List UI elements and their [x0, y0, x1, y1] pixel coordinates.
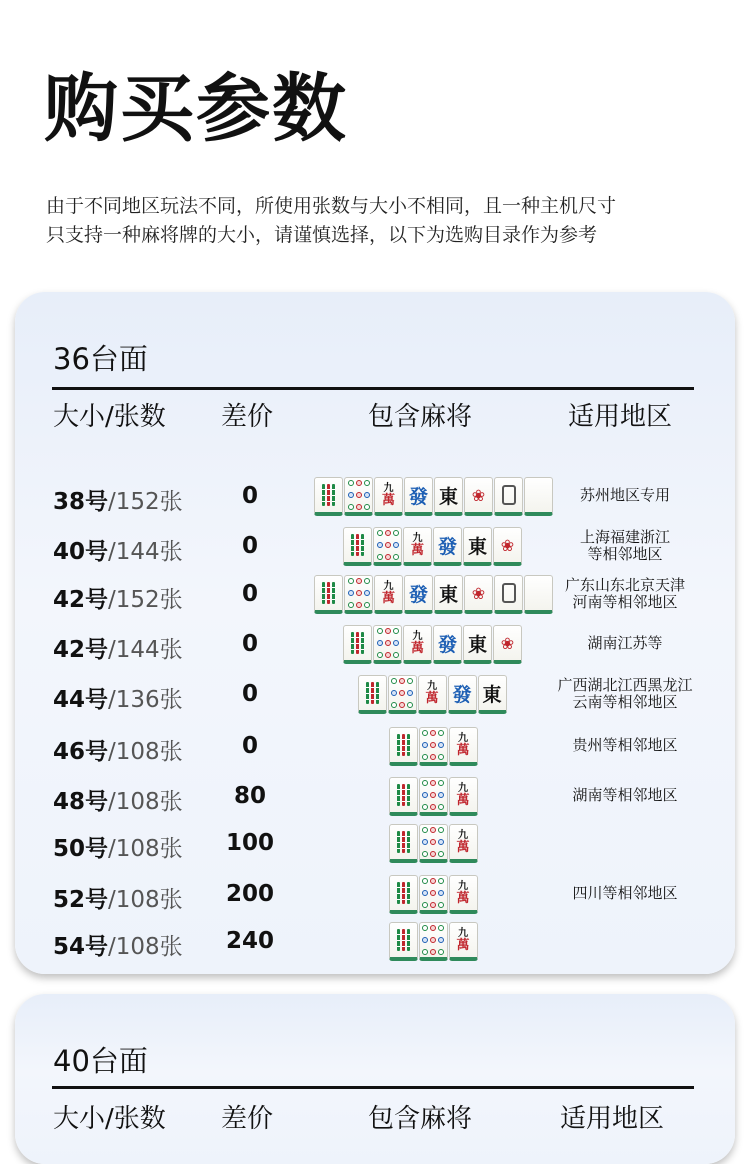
- flower-tile-icon: ❀: [464, 477, 493, 516]
- bamboo-tile-icon: [314, 575, 343, 614]
- region-line: 苏州地区专用: [579, 486, 670, 504]
- region-text: [530, 885, 720, 902]
- tile-set: [389, 727, 478, 765]
- price-diff: 0: [241, 483, 258, 509]
- region-line: 上海福建浙江: [579, 528, 670, 546]
- size-number: 42号: [53, 637, 109, 663]
- east-wind-tile-icon: 東: [478, 675, 507, 714]
- header-rule: [52, 387, 694, 390]
- table-row: [15, 922, 735, 966]
- region-line: 河南等相邻地区: [572, 593, 678, 611]
- tile-glyph: 九: [458, 829, 468, 841]
- size-number: 40号: [53, 539, 109, 565]
- dots-tile-icon: [419, 777, 448, 816]
- region-text: [530, 529, 720, 563]
- tile-glyph: 萬: [410, 542, 424, 558]
- header-region: 适用地区: [568, 402, 673, 432]
- size-count: [53, 533, 183, 566]
- bamboo-tile-icon: [343, 527, 372, 566]
- table-row: [15, 477, 735, 521]
- green-dragon-tile-icon: 發: [433, 625, 462, 664]
- nine-wan-tile-icon: [449, 922, 478, 961]
- section-title: 36台面: [53, 342, 148, 376]
- size-number: 46号: [53, 739, 109, 765]
- bamboo-tile-icon: [389, 875, 418, 914]
- header-size: 大小/张数: [53, 402, 166, 432]
- size-count: [53, 483, 183, 516]
- region-text: [530, 737, 720, 754]
- size-number: 42号: [53, 587, 109, 613]
- dots-tile-icon: [419, 922, 448, 961]
- price-diff: 0: [241, 581, 258, 607]
- east-wind-tile-icon: 東: [463, 625, 492, 664]
- white-dragon-tile-icon: [494, 477, 523, 516]
- table-row: [15, 675, 735, 719]
- price-diff: 80: [233, 783, 266, 809]
- size-count: [53, 830, 183, 863]
- region-line: 等相邻地区: [587, 545, 663, 563]
- bamboo-tile-icon: [389, 824, 418, 863]
- size-number: 48号: [53, 789, 109, 815]
- east-wind-tile-icon: 東: [463, 527, 492, 566]
- tile-count: /108张: [108, 739, 183, 765]
- east-wind-tile-icon: 東: [434, 575, 463, 614]
- nine-wan-tile-icon: [449, 824, 478, 863]
- tile-glyph: 九: [412, 532, 423, 544]
- green-dragon-tile-icon: 發: [404, 477, 433, 516]
- tile-set: [314, 477, 553, 515]
- table-row: [15, 824, 735, 868]
- tile-count: /144张: [108, 539, 183, 565]
- green-dragon-tile-icon: 發: [404, 575, 433, 614]
- tile-set: [389, 824, 478, 862]
- size-number: 50号: [53, 836, 109, 862]
- tile-glyph: 萬: [381, 492, 395, 508]
- region-text: [530, 677, 720, 711]
- nine-wan-tile-icon: [449, 875, 478, 914]
- tile-glyph: 萬: [381, 590, 395, 606]
- flower-tile-icon: ❀: [464, 575, 493, 614]
- size-count: [53, 928, 183, 961]
- page-title: 购买参数: [44, 66, 348, 152]
- nine-wan-tile-icon: [374, 477, 403, 516]
- tile-count: /152张: [108, 489, 183, 515]
- region-line: 贵州等相邻地区: [572, 736, 678, 754]
- size-number: 52号: [53, 887, 109, 913]
- region-line: 云南等相邻地区: [572, 693, 678, 711]
- table-row: [15, 727, 735, 771]
- tile-set: [343, 527, 522, 565]
- region-line: 四川等相邻地区: [572, 884, 678, 902]
- tile-glyph: 九: [427, 680, 437, 692]
- table-row: [15, 527, 735, 571]
- east-wind-tile-icon: 東: [434, 477, 463, 516]
- tile-count: /108张: [108, 836, 183, 862]
- nine-wan-tile-icon: [403, 527, 432, 566]
- flower-tile-icon: ❀: [493, 527, 522, 566]
- tile-count: /108张: [108, 934, 183, 960]
- table-row: [15, 875, 735, 919]
- region-line: 广西湖北江西黑龙江: [557, 676, 693, 694]
- green-dragon-tile-icon: 發: [448, 675, 477, 714]
- nine-wan-tile-icon: [449, 727, 478, 766]
- price-diff: 240: [225, 928, 274, 954]
- bamboo-tile-icon: [389, 727, 418, 766]
- nine-wan-tile-icon: [374, 575, 403, 614]
- price-diff: 100: [225, 830, 274, 856]
- bamboo-tile-icon: [389, 777, 418, 816]
- green-dragon-tile-icon: 發: [433, 527, 462, 566]
- size-number: 38号: [53, 489, 109, 515]
- tile-set: [358, 675, 507, 713]
- dots-tile-icon: [419, 727, 448, 766]
- tile-count: /152张: [108, 587, 183, 613]
- header-rule: [52, 1086, 694, 1089]
- size-number: 54号: [53, 934, 109, 960]
- intro-line: 由于不同地区玩法不同，所使用张数与大小不相同，且一种主机尺寸: [46, 195, 617, 217]
- size-count: [53, 681, 183, 714]
- bamboo-tile-icon: [389, 922, 418, 961]
- section-title: 40台面: [53, 1044, 148, 1078]
- section-card-36: [15, 292, 735, 974]
- tile-glyph: 萬: [410, 640, 424, 656]
- header-price: 差价: [221, 402, 274, 432]
- tile-set: [343, 625, 522, 663]
- price-diff: 0: [241, 533, 258, 559]
- tile-glyph: 九: [383, 580, 394, 592]
- nine-wan-tile-icon: [418, 675, 447, 714]
- dots-tile-icon: [373, 527, 402, 566]
- size-count: [53, 733, 183, 766]
- region-text: [530, 487, 720, 504]
- price-diff: 0: [241, 681, 258, 707]
- tile-count: /108张: [108, 789, 183, 815]
- dots-tile-icon: [344, 575, 373, 614]
- nine-wan-tile-icon: [449, 777, 478, 816]
- tile-count: /136张: [108, 687, 183, 713]
- bamboo-tile-icon: [343, 625, 372, 664]
- size-number: 44号: [53, 687, 109, 713]
- tile-count: /108张: [108, 887, 183, 913]
- dots-tile-icon: [344, 477, 373, 516]
- tile-set: [389, 777, 478, 815]
- dots-tile-icon: [419, 875, 448, 914]
- size-count: [53, 631, 183, 664]
- tile-set: [389, 922, 478, 960]
- header-tiles: 包含麻将: [368, 402, 473, 432]
- dots-tile-icon: [388, 675, 417, 714]
- header-price: 差价: [221, 1104, 274, 1134]
- dots-tile-icon: [419, 824, 448, 863]
- size-count: [53, 881, 183, 914]
- header-tiles: 包含麻将: [368, 1104, 473, 1134]
- intro-text: [46, 192, 726, 250]
- tile-glyph: 萬: [456, 937, 470, 953]
- region-line: 湖南等相邻地区: [572, 786, 678, 804]
- table-row: [15, 575, 735, 619]
- tile-glyph: 九: [458, 880, 468, 892]
- tile-count: /144张: [108, 637, 183, 663]
- region-text: [530, 635, 720, 652]
- table-row: [15, 625, 735, 669]
- header-size: 大小/张数: [53, 1104, 166, 1134]
- tile-glyph: 九: [383, 482, 394, 494]
- tile-glyph: 萬: [456, 890, 470, 906]
- tile-glyph: 九: [458, 782, 468, 794]
- tile-glyph: 九: [412, 630, 423, 642]
- size-count: [53, 581, 183, 614]
- price-diff: 200: [225, 881, 274, 907]
- white-dragon-tile-icon: [494, 575, 523, 614]
- tile-glyph: 萬: [425, 690, 439, 706]
- size-count: [53, 783, 183, 816]
- region-line: 湖南江苏等: [587, 634, 663, 652]
- bamboo-tile-icon: [358, 675, 387, 714]
- tile-glyph: 萬: [456, 839, 470, 855]
- bamboo-tile-icon: [314, 477, 343, 516]
- region-text: [530, 577, 720, 611]
- table-row: [15, 777, 735, 821]
- tile-set: [389, 875, 478, 913]
- header-region: 适用地区: [560, 1104, 665, 1134]
- tile-set: [314, 575, 553, 613]
- section-card-40: [15, 994, 735, 1164]
- nine-wan-tile-icon: [403, 625, 432, 664]
- tile-glyph: 萬: [456, 742, 470, 758]
- flower-tile-icon: ❀: [493, 625, 522, 664]
- dots-tile-icon: [373, 625, 402, 664]
- price-diff: 0: [241, 631, 258, 657]
- intro-line: 只支持一种麻将牌的大小，请谨慎选择，以下为选购目录作为参考: [46, 224, 598, 246]
- tile-glyph: 九: [458, 732, 468, 744]
- price-diff: 0: [241, 733, 258, 759]
- region-line: 广东山东北京天津: [564, 576, 685, 594]
- region-text: [530, 787, 720, 804]
- tile-glyph: 九: [458, 927, 468, 939]
- tile-glyph: 萬: [456, 792, 470, 808]
